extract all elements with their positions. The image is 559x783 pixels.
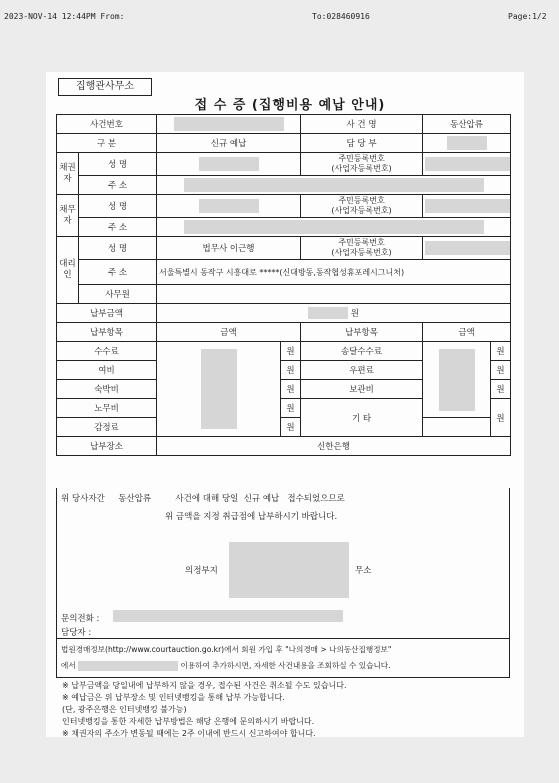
- agent-reg-value: [423, 237, 511, 260]
- right-amounts: [423, 342, 491, 418]
- redaction: [308, 307, 348, 319]
- creditor-address-value: [157, 176, 511, 195]
- payment-amount-unit: 원: [350, 308, 359, 319]
- notice-line-1: 위 당사자간 동산압류 사건에 대해 당일 신규 예납 접수되었으므로: [61, 494, 345, 504]
- debtor-label: 채무자: [57, 195, 79, 237]
- redaction: [113, 610, 343, 622]
- website-line-2-left: 에서: [61, 661, 76, 670]
- website-line-2-right: 이용하여 추가하시면, 자세한 사건내용을 조회하실 수 있습니다.: [180, 661, 391, 670]
- item-other: 기 타: [301, 399, 423, 437]
- redaction: [184, 220, 484, 234]
- issuer-right: 무소: [355, 566, 372, 576]
- debtor-name-label: 성 명: [79, 195, 157, 218]
- payment-item-header: 납부항목: [57, 323, 157, 342]
- manager-label: 담 당 부: [301, 134, 423, 153]
- notice-line-2: 위 금액을 지정 취급점에 납부하시기 바랍니다.: [165, 512, 338, 522]
- note-item: (단, 광주은행은 인터넷뱅킹 불가능): [62, 705, 187, 714]
- notes-section: [62, 680, 522, 740]
- creditor-name-label: 성 명: [79, 153, 157, 176]
- fax-page: Page:1/2: [508, 12, 547, 21]
- note-item: ※ 채권자의 주소가 변동될 때에는 2주 이내에 반드시 신고하여야 합니다.: [62, 729, 316, 738]
- won-unit: 원: [491, 342, 511, 361]
- won-unit: 원: [281, 399, 301, 418]
- redaction: [184, 178, 484, 192]
- creditor-reg-label: 주민등록번호 (사업자등록번호): [301, 153, 423, 176]
- fax-recipient: To:028460916: [312, 12, 370, 21]
- document-title: 접 수 증 (집행비용 예납 안내): [194, 98, 386, 113]
- website-line-2: [61, 660, 391, 671]
- other-amount: [423, 418, 491, 437]
- payment-place-label: 납부장소: [57, 437, 157, 456]
- left-amounts: [157, 342, 281, 437]
- agent-label: 대리인: [57, 237, 79, 304]
- office-clerk-label: 사무원: [79, 285, 157, 304]
- agent-address-value: 서울특별시 동작구 시흥대로 *****(신대방동,동작협성휴포레시그니처): [157, 260, 511, 285]
- item-postage: 우편료: [301, 361, 423, 380]
- won-unit: 원: [281, 380, 301, 399]
- website-line-1: 법원경매정보(http://www.courtauction.go.kr)에서 회원 가입 후 "나의경매 > 나의동산집행정보": [61, 645, 392, 654]
- contact-person-label: 담당자 :: [61, 628, 92, 638]
- item-lodging: 숙박비: [57, 380, 157, 399]
- payment-place-value: 신한은행: [157, 437, 511, 456]
- note-item: ※ 예납금은 위 납부장소 및 인터넷뱅킹을 통해 납부 가능합니다.: [62, 693, 285, 702]
- note-item: 인터넷뱅킹을 통한 자세한 납부방법은 해당 은행에 문의하시기 바랍니다.: [62, 717, 315, 726]
- case-name-value: 동산압류: [423, 115, 511, 134]
- category-label: 구 분: [57, 134, 157, 153]
- case-name-label: 사 건 명: [301, 115, 423, 134]
- agent-address-label: 주 소: [79, 260, 157, 285]
- agent-name-label: 성 명: [79, 237, 157, 260]
- redaction: [174, 117, 284, 131]
- won-unit: 원: [281, 361, 301, 380]
- redaction: [78, 661, 178, 671]
- creditor-name-value: [157, 153, 301, 176]
- payment-amount-label: 납부금액: [57, 304, 157, 323]
- creditor-reg-value: [423, 153, 511, 176]
- creditor-label: 채권자: [57, 153, 79, 195]
- debtor-reg-value: [423, 195, 511, 218]
- redaction: [425, 157, 511, 171]
- redaction: [229, 542, 349, 598]
- item-service-fee: 송달수수료: [301, 342, 423, 361]
- receipt-form-table: [56, 114, 511, 456]
- agent-reg-label: 주민등록번호 (사업자등록번호): [301, 237, 423, 260]
- fax-datetime: 2023-NOV-14 12:44PM From:: [4, 12, 125, 21]
- item-fee: 수수료: [57, 342, 157, 361]
- redaction: [425, 199, 511, 213]
- debtor-address-value: [157, 218, 511, 237]
- redaction: [201, 349, 237, 429]
- creditor-address-label: 주 소: [79, 176, 157, 195]
- payment-item-header-2: 납부항목: [301, 323, 423, 342]
- agent-name-value: 법무사 이근행: [157, 237, 301, 260]
- redaction: [447, 136, 487, 150]
- won-unit: 원: [491, 399, 511, 437]
- debtor-reg-label: 주민등록번호 (사업자등록번호): [301, 195, 423, 218]
- item-appraisal: 감정료: [57, 418, 157, 437]
- manager-value: [423, 134, 511, 153]
- category-value: 신규 예납: [157, 134, 301, 153]
- note-item: ※ 납부금액을 당일내에 납부하지 않을 경우, 접수된 사건은 취소될 수도 있습니다.: [62, 681, 347, 690]
- won-unit: 원: [281, 342, 301, 361]
- redaction: [199, 157, 259, 171]
- contact-phone-label: 문의전화 :: [61, 614, 100, 624]
- won-unit: 원: [491, 380, 511, 399]
- office-clerk-value: [157, 285, 511, 304]
- notice-box: [56, 488, 510, 678]
- debtor-address-label: 주 소: [79, 218, 157, 237]
- amount-header-2: 금액: [423, 323, 511, 342]
- payment-amount-value: [157, 304, 511, 323]
- office-label: 집행관사무소: [58, 78, 152, 96]
- redaction: [439, 349, 475, 411]
- redaction: [425, 241, 511, 255]
- amount-header: 금액: [157, 323, 301, 342]
- redaction: [199, 199, 259, 213]
- issuer-left: 의정부지: [185, 566, 218, 576]
- debtor-name-value: [157, 195, 301, 218]
- item-storage: 보관비: [301, 380, 423, 399]
- case-number-value: [157, 115, 301, 134]
- item-labor: 노무비: [57, 399, 157, 418]
- case-number-label: 사건번호: [57, 115, 157, 134]
- item-travel: 여비: [57, 361, 157, 380]
- won-unit: 원: [491, 361, 511, 380]
- divider: [57, 638, 509, 639]
- fax-header: [0, 12, 559, 26]
- won-unit: 원: [281, 418, 301, 437]
